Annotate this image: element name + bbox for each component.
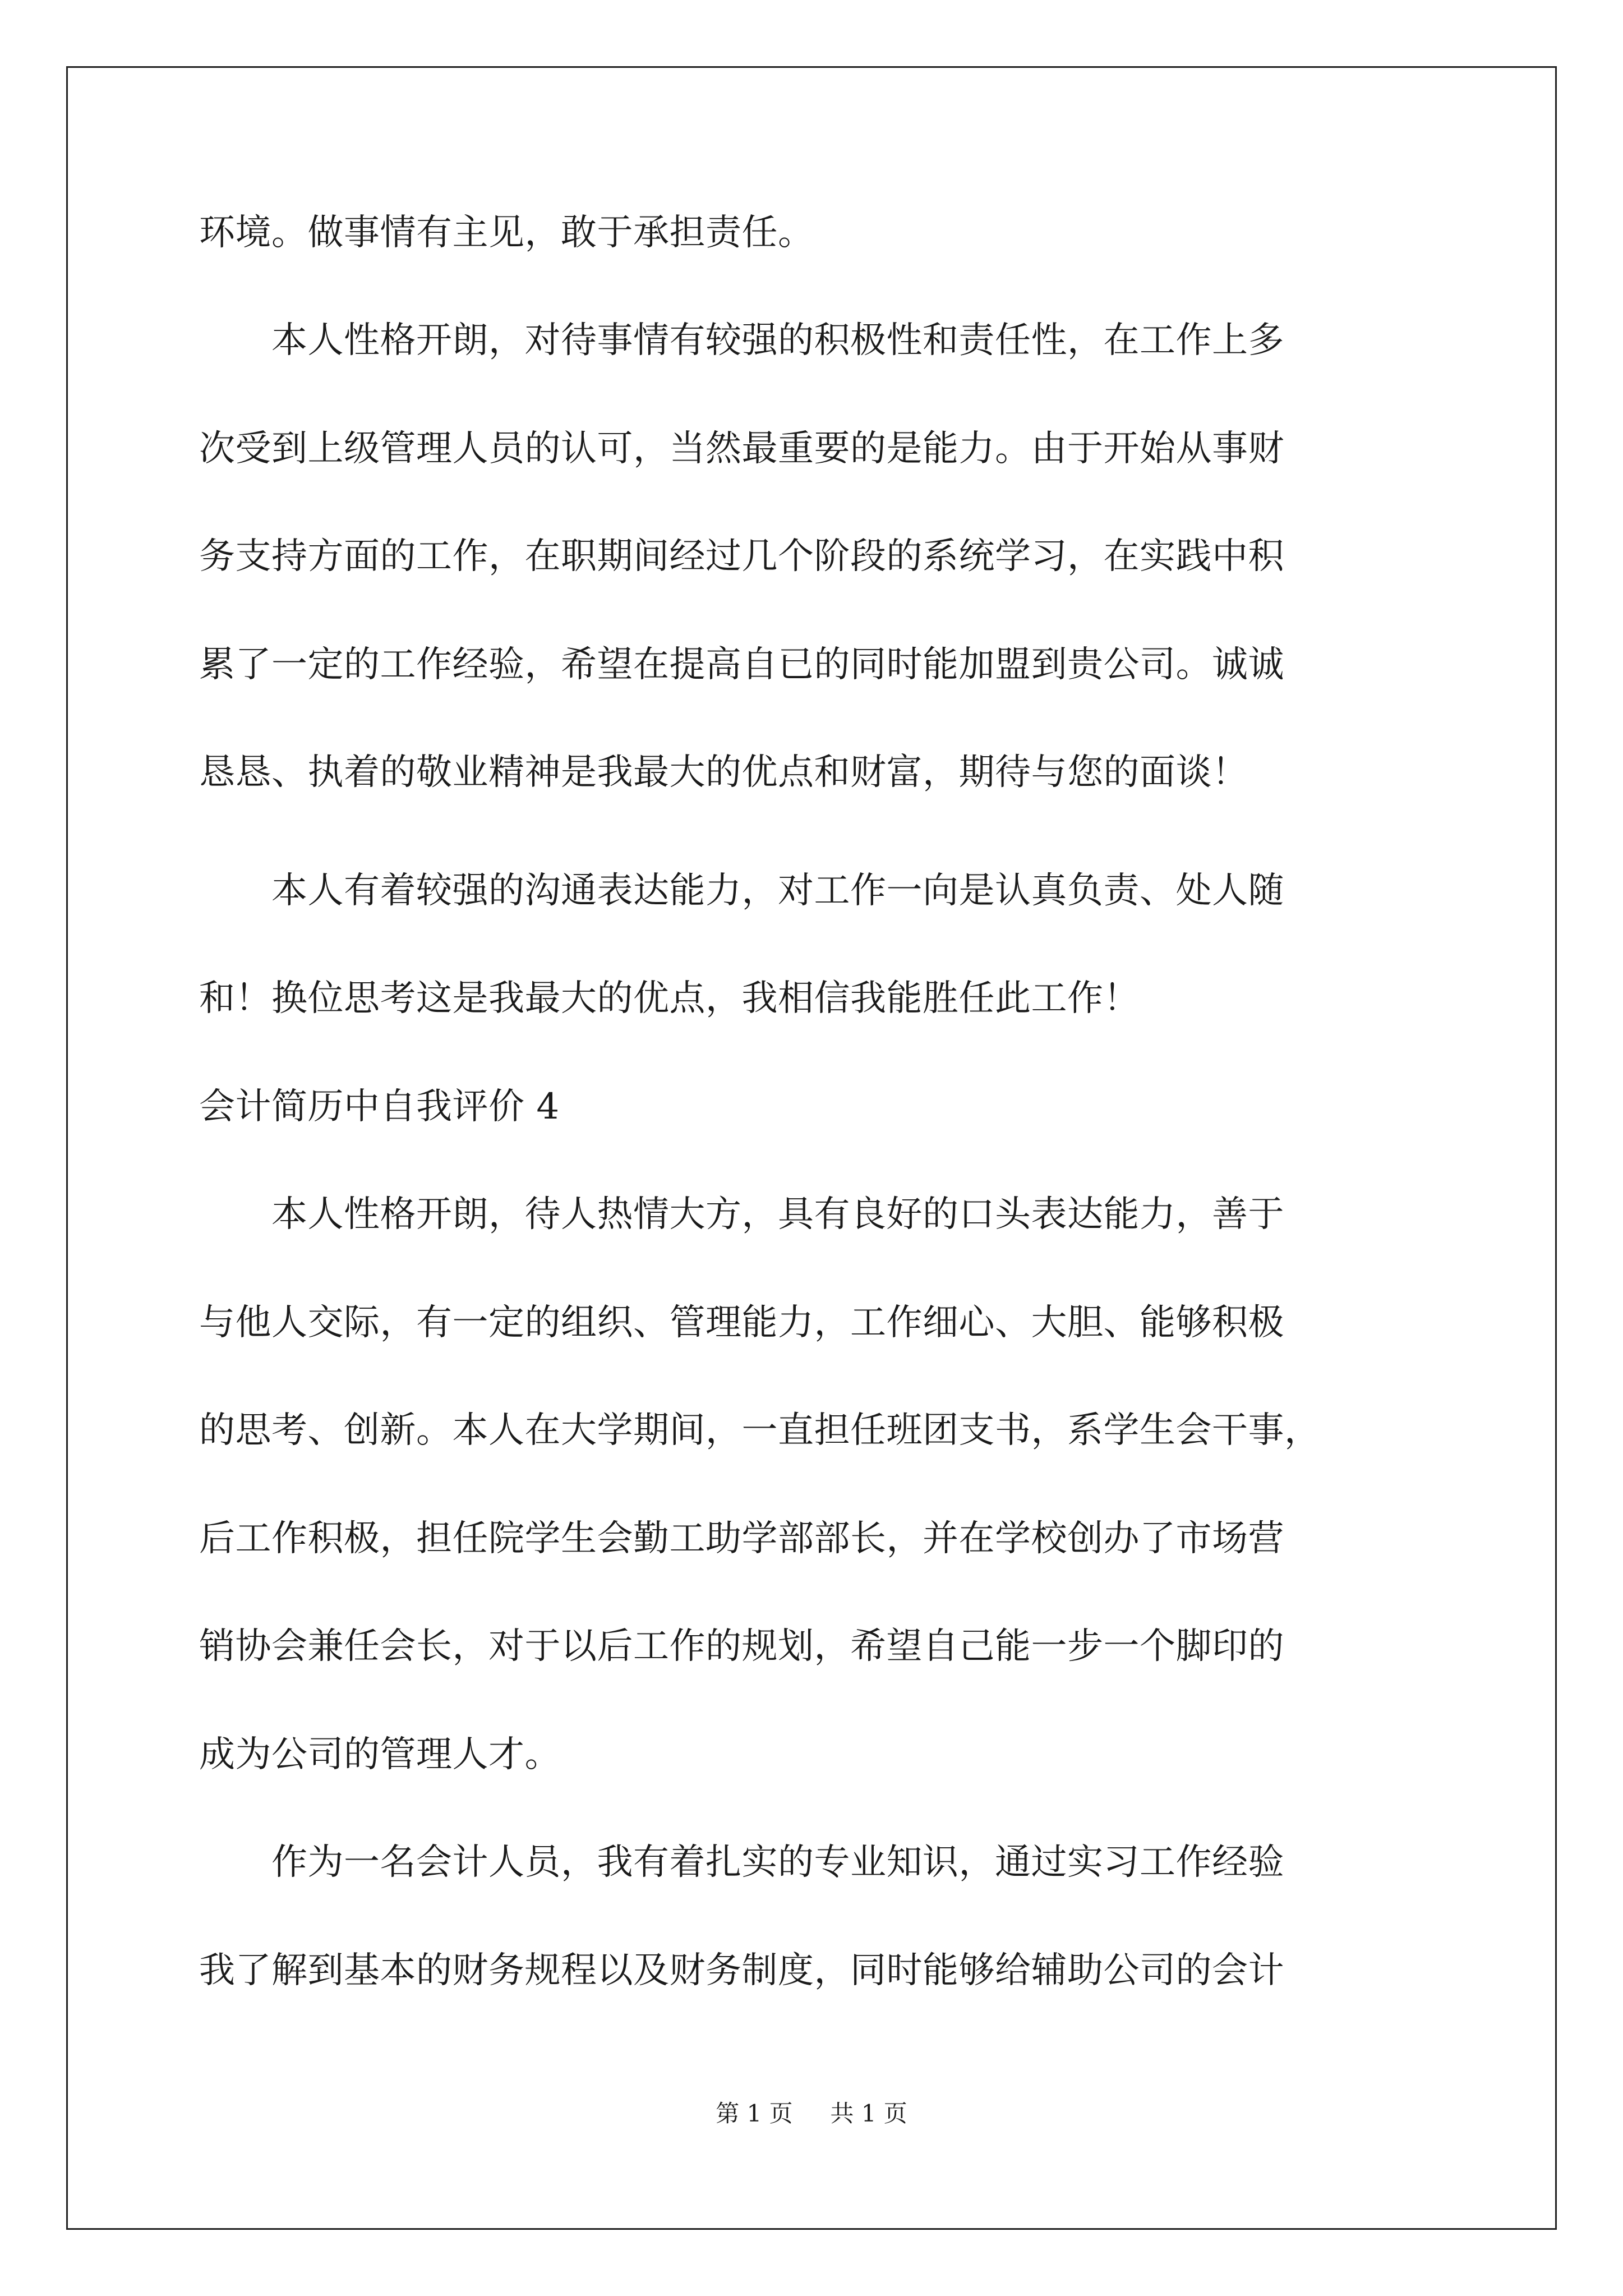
text-line: 与他人交际，有一定的组织、管理能力，工作细心、大胆、能够积极 bbox=[199, 1302, 1284, 1343]
text-line: 环境。做事情有主见，敢于承担责任。 bbox=[199, 212, 814, 254]
section-heading: 会计简历中自我评价 4 bbox=[199, 1086, 560, 1128]
text-line: 本人有着较强的沟通表达能力，对工作一向是认真负责、处人随 bbox=[199, 870, 1284, 912]
text-line: 本人性格开朗，待人热情大方，具有良好的口头表达能力，善于 bbox=[199, 1194, 1284, 1235]
text-line: 务支持方面的工作，在职期间经过几个阶段的系统学习，在实践中积 bbox=[199, 536, 1284, 577]
text-line: 累了一定的工作经验，希望在提高自已的同时能加盟到贵公司。诚诚 bbox=[199, 644, 1284, 685]
text-line: 恳恳、执着的敬业精神是我最大的优点和财富，期待与您的面谈！ bbox=[199, 752, 1248, 793]
text-line: 本人性格开朗，对待事情有较强的积极性和责任性，在工作上多 bbox=[199, 320, 1284, 361]
page-footer bbox=[0, 2098, 1623, 2129]
page-number: 第 1 页 bbox=[716, 2100, 793, 2127]
text-line: 后工作积极，担任院学生会勤工助学部部长，并在学校创办了市场营 bbox=[199, 1518, 1284, 1559]
text-line: 和！换位思考这是我最大的优点，我相信我能胜任此工作！ bbox=[199, 978, 1140, 1019]
page-border bbox=[66, 66, 1557, 2230]
text-line: 销协会兼任会长，对于以后工作的规划，希望自己能一步一个脚印的 bbox=[199, 1626, 1284, 1667]
page-total: 共 1 页 bbox=[830, 2100, 907, 2127]
text-line: 作为一名会计人员，我有着扎实的专业知识，通过实习工作经验 bbox=[199, 1842, 1284, 1883]
text-line: 我了解到基本的财务规程以及财务制度，同时能够给辅助公司的会计 bbox=[199, 1950, 1284, 1991]
text-line: 成为公司的管理人才。 bbox=[199, 1734, 561, 1775]
text-line: 的思考、创新。本人在大学期间，一直担任班团支书，系学生会干事， bbox=[199, 1410, 1321, 1451]
text-line: 次受到上级管理人员的认可，当然最重要的是能力。由于开始从事财 bbox=[199, 428, 1284, 470]
